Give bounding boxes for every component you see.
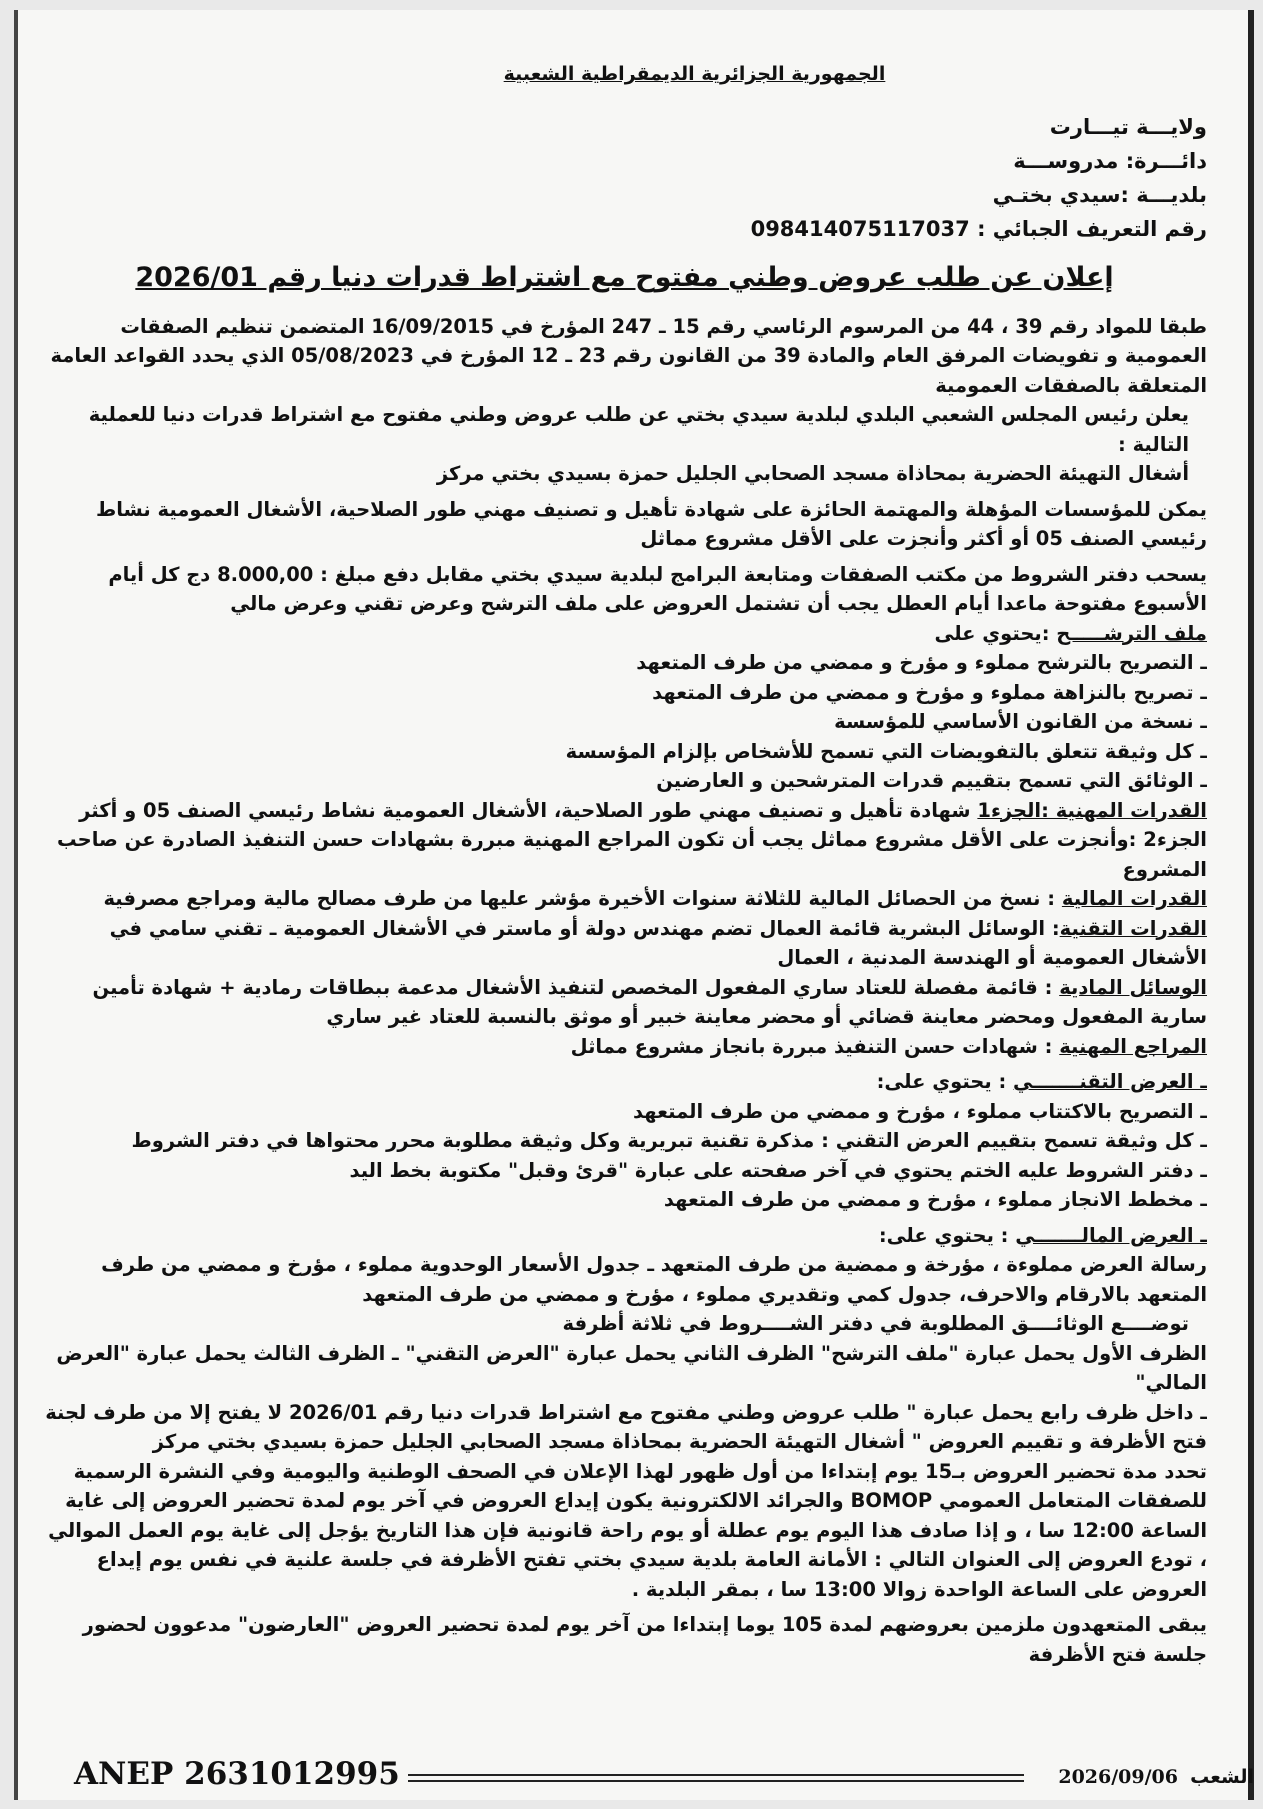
technical-offer-suffix: : يحتوي على: — [876, 1070, 1014, 1093]
list-item: ـ نسخة من القانون الأساسي للمؤسسة — [834, 710, 1207, 733]
right-border — [1248, 10, 1254, 1800]
technical-text: : الوسائل البشرية قائمة العمال تضم مهندس دولة أو ماستر في الأشغال العمومية ـ تقني سامي في الأشغال العمومية أو الهندسة المدنية ، العمال — [109, 916, 1207, 969]
list-item: ـ تصريح بالنزاهة مملوء و مؤرخ و ممضي من طرف المتعهد — [652, 680, 1207, 704]
financial-text: : نسخ من الحصائل المالية للثلاثة سنوات الأخيرة مؤشر عليها من طرف مصالح مالية ومراجع مصرفية — [103, 887, 1062, 910]
professional-text: شهادة تأهيل و تصنيف مهني طور الصلاحية، الأشغال العمومية نشاط رئيسي الصنف 05 و أكثر الجزء2 :وأنجزت على الأقل مشروع مماثل يجب أن تكون المراجع المهنية مبررة بشهادات حسن التنفيذ الصادرة عن صاحب المشروع — [57, 798, 1207, 881]
professional-capacities — [42, 796, 1207, 885]
deadline-details: تحدد مدة تحضير العروض بـ15 يوم إبتداءا من أول ظهور لهذا الإعلان في الصحف الوطنية واليومية وفي النشرة الرسمية للصفقات المتعامل العمومي BOMOP والجرائد الالكترونية يكون إيداع العروض في آخر يوم لمدة تحضير العروض إلى غاية الساعة 12:00 سا ، و إذا صادف هذا اليوم يوم عطلة أو يوم راحة قانونية فإن هذا التاريخ يؤجل إلى غاية يوم العمل الموالي ، تودع العروض إلى العنوان التالي : الأمانة العامة بلدية سيدي بختي تفتح الأظرفة في جلسة علنية في نفس يوم إيداع العروض على الساعة الواحدة زوالا 13:00 سا ، بمقر البلدية . — [48, 1459, 1207, 1601]
material-means — [42, 973, 1207, 1032]
candidature-heading — [42, 619, 1207, 649]
footer-rule — [639, 1774, 1024, 1782]
notice-content — [42, 60, 1207, 1735]
commune-line: بلديـــة :سيدي بختـي — [992, 182, 1207, 207]
envelopes-intro: توضــــع الوثائــــق المطلوبة في دفتر الشــــروط في ثلاثة أظرفة — [562, 1312, 1189, 1335]
list-item: ـ كل وثيقة تتعلق بالتفويضات التي تسمح للأشخاص بإلزام المؤسسة — [565, 739, 1207, 763]
list-item: ـ التصريح بالاكتتاب مملوء ، مؤرخ و ممضي من طرف المتعهد — [632, 1099, 1207, 1123]
candidature-suffix: :يحتوي على — [934, 621, 1057, 645]
technical-label: القدرات التقنية — [1059, 916, 1207, 940]
financial-offer-content: رسالة العرض مملوءة ، مؤرخة و ممضية من طرف المتعهد ـ جدول الأسعار الوحدوية مملوء ، مؤرخ و ممضي من طرف المتعهد بالارقام والاحرف، جدول كمي وتقديري مملوء ، مؤرخ و ممضي من طرف المتعهد — [101, 1253, 1207, 1306]
notice-title: إعلان عن طلب عروض وطني مفتوح مع اشتراط قدرات دنيا رقم 2026/01 — [135, 261, 1114, 293]
technical-capacities — [42, 914, 1207, 973]
envelopes-description: الظرف الأول يحمل عبارة "ملف الترشح" الظرف الثاني يحمل عبارة "العرض التقني" ـ الظرف الثالث يحمل عبارة "العرض المالي" — [56, 1341, 1207, 1394]
list-item: ـ دفتر الشروط عليه الختم يحتوي في آخر صفحته على عبارة "قرئ وقبل" مكتوبة بخط اليد — [349, 1158, 1207, 1182]
list-item: ـ كل وثيقة تسمح بتقييم العرض التقني : مذكرة تقنية تبريرية وكل وثيقة مطلوبة محرر محتواها في دفتر الشروط — [131, 1129, 1207, 1152]
page-footer — [74, 1750, 1254, 1794]
left-border — [14, 10, 18, 1800]
newspaper-page — [14, 10, 1254, 1800]
tax-id-line: رقم التعريف الجبائي : 098414075117037 — [750, 216, 1207, 241]
publication-date: 2026/09/06 — [1052, 1762, 1184, 1792]
list-item: ـ الوثائق التي تسمح بتقييم قدرات المترشحين و العارضين — [656, 769, 1207, 792]
financial-capacities — [42, 884, 1207, 914]
list-item: ـ التصريح بالترشح مملوء و مؤرخ و ممضي من طرف المتعهد — [636, 651, 1207, 674]
professional-references — [42, 1032, 1207, 1062]
specifications-withdrawal: يسحب دفتر الشروط من مكتب الصفقات ومتابعة البرامج لبلدية سيدي بختي مقابل دفع مبلغ : 8.000,00 دج كل أيام الأسبوع مفتوحة ماعدا أيام العطل يجب أن تشتمل العروض على ملف الترشح وعرض تقني وعرض مالي — [108, 562, 1207, 615]
offer-validity: يبقى المتعهدون ملزمين بعروضهم لمدة 105 يوما إبتداءا من آخر يوم لمدة تحضير العروض "العارضون" مدعوون لحضور جلسة فتح الأظرفة — [82, 1613, 1207, 1666]
republic-heading: الجمهورية الجزائرية الديمقراطية الشعبية — [503, 63, 886, 85]
anep-reference: ANEP 2631012995 — [74, 1754, 408, 1794]
material-text: : قائمة مفصلة للعتاد ساري المفعول المخصص لتنفيذ الأشغال مدعمة ببطاقات رمادية + شهادة تأمين سارية المفعول ومحضر معاينة قضائي أو محضر معاينة خبير أو موثق بالنسبة للعتاد غير ساري — [92, 975, 1207, 1028]
outer-envelope: ـ داخل ظرف رابع يحمل عبارة " طلب عروض وطني مفتوح مع اشتراط قدرات دنيا رقم 2026/01 لا يفتح إلا من طرف لجنة فتح الأظرفة و تقييم العروض " أشغال التهيئة الحضرية بمحاذاة مسجد الصحابي الجليل حمزة بسيدي بختي مركز — [45, 1400, 1207, 1453]
list-item: ـ مخطط الانجاز مملوء ، مؤرخ و ممضي من طرف المتعهد — [663, 1188, 1207, 1211]
references-label: المراجع المهنية — [1059, 1034, 1207, 1058]
financial-offer-label: ـ العرض المالـــــــي — [1015, 1223, 1207, 1247]
announcement: يعلن رئيس المجلس الشعبي البلدي لبلدية سيدي بختي عن طلب عروض وطني مفتوح مع اشتراط قدرات دنيا للعملية التالية : — [88, 403, 1189, 456]
project-name: أشغال التهيئة الحضرية بمحاذاة مسجد الصحابي الجليل حمزة بسيدي بختي مركز — [436, 462, 1189, 485]
financial-offer-heading — [42, 1221, 1207, 1251]
newspaper-name: الشعب — [1190, 1766, 1254, 1788]
references-text: : شهادات حسن التنفيذ مبررة بانجاز مشروع مماثل — [570, 1034, 1060, 1058]
daira-line: دائـــرة: مدروســـة — [1013, 148, 1207, 173]
financial-label: القدرات المالية — [1061, 887, 1207, 910]
technical-offer-label: ـ العرض التقنـــــــي — [1013, 1070, 1207, 1093]
candidature-label: ملف الترشـــــح — [1056, 621, 1207, 645]
professional-label: القدرات المهنية :الجزء1 — [977, 798, 1207, 822]
material-label: الوسائل المادية — [1059, 975, 1207, 999]
eligibility: يمكن للمؤسسات المؤهلة والمهتمة الحائزة على شهادة تأهيل و تصنيف مهني طور الصلاحية، الأشغال العمومية نشاط رئيسي الصنف 05 أو أكثر وأنجزت على الأقل مشروع مماثل — [95, 497, 1207, 550]
legal-basis: طبقا للمواد رقم 39 ، 44 من المرسوم الرئاسي رقم 15 ـ 247 المؤرخ في 16/09/2015 المتضمن تنظيم الصفقات العمومية و تفويضات المرفق العام والمادة 39 من القانون رقم 23 ـ 12 المؤرخ في 05/08/2023 الذي يحدد القواعد العامة المتعلقة بالصفقات العمومية — [50, 314, 1207, 397]
technical-offer-heading — [42, 1067, 1207, 1097]
wilaya-line: ولايـــة تيـــارت — [1049, 114, 1207, 139]
financial-offer-suffix: : يحتوي على: — [878, 1223, 1016, 1247]
